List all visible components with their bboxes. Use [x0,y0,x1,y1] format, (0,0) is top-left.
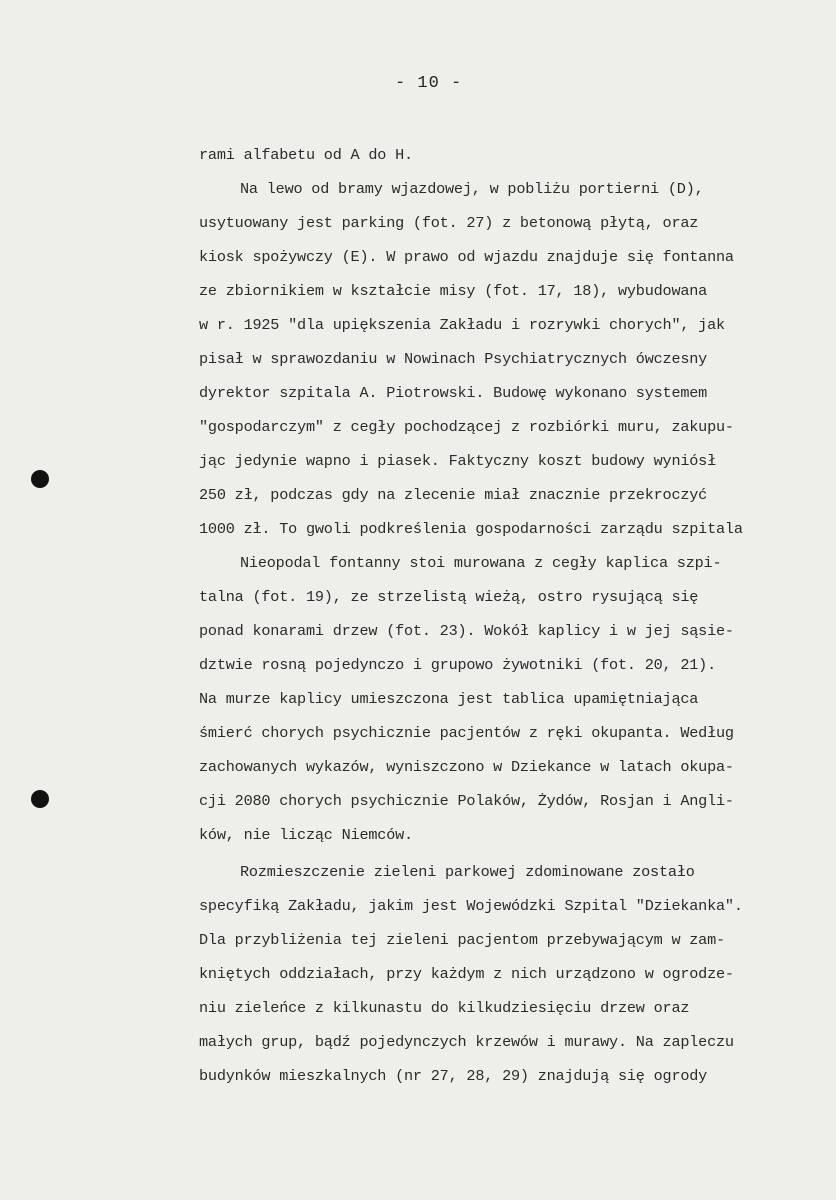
text-line: zachowanych wykazów, wyniszczono w Dziekance w latach okupa- [199,758,734,776]
text-line: niu zieleńce z kilkunastu do kilkudziesięciu drzew oraz [199,999,690,1017]
text-line: rami alfabetu od A do H. [199,146,413,164]
text-line: śmierć chorych psychicznie pacjentów z ręki okupanta. Według [199,724,734,742]
text-line: jąc jedynie wapno i piasek. Faktyczny koszt budowy wyniósł [199,452,717,470]
text-line: ponad konarami drzew (fot. 23). Wokół kaplicy i w jej sąsie- [199,622,734,640]
text-line: "gospodarczym" z cegły pochodzącej z rozbiórki muru, zakupu- [199,418,734,436]
text-line: dztwie rosną pojedynczo i grupowo żywotniki (fot. 20, 21). [199,656,717,674]
text-line: 250 zł, podczas gdy na zlecenie miał znacznie przekroczyć [199,486,708,504]
text-line: budynków mieszkalnych (nr 27, 28, 29) znajdują się ogrody [199,1067,708,1085]
text-line: Na lewo od bramy wjazdowej, w pobliżu portierni (D), [240,180,704,198]
text-line: Rozmieszczenie zieleni parkowej zdominowane zostało [240,863,695,881]
text-line: ków, nie licząc Niemców. [199,826,413,844]
text-line: usytuowany jest parking (fot. 27) z betonową płytą, oraz [199,214,699,232]
text-line: specyfiką Zakładu, jakim jest Wojewódzki Szpital "Dziekanka". [199,897,743,915]
text-line: Dla przybliżenia tej zieleni pacjentom przebywającym w zam- [199,931,725,949]
text-line: kiosk spożywczy (E). W prawo od wjazdu znajduje się fontanna [199,248,734,266]
text-line: pisał w sprawozdaniu w Nowinach Psychiatrycznych ówczesny [199,350,708,368]
text-line: ze zbiornikiem w kształcie misy (fot. 17, 18), wybudowana [199,282,708,300]
text-line: dyrektor szpitala A. Piotrowski. Budowę wykonano systemem [199,384,708,402]
text-line: w r. 1925 "dla upiększenia Zakładu i rozrywki chorych", jak [199,316,725,334]
page-number: - 10 - [395,74,463,93]
text-line: małych grup, bądź pojedynczych krzewów i murawy. Na zapleczu [199,1033,734,1051]
text-line: 1000 zł. To gwoli podkreślenia gospodarności zarządu szpitala [199,520,743,538]
text-line: Na murze kaplicy umieszczona jest tablica upamiętniająca [199,690,699,708]
text-line: cji 2080 chorych psychicznie Polaków, Żydów, Rosjan i Angli- [199,792,734,810]
text-line: kniętych oddziałach, przy każdym z nich urządzono w ogrodze- [199,965,734,983]
text-line: Nieopodal fontanny stoi murowana z cegły kaplica szpi- [240,554,722,572]
text-line: talna (fot. 19), ze strzelistą wieżą, ostro rysującą się [199,588,699,606]
